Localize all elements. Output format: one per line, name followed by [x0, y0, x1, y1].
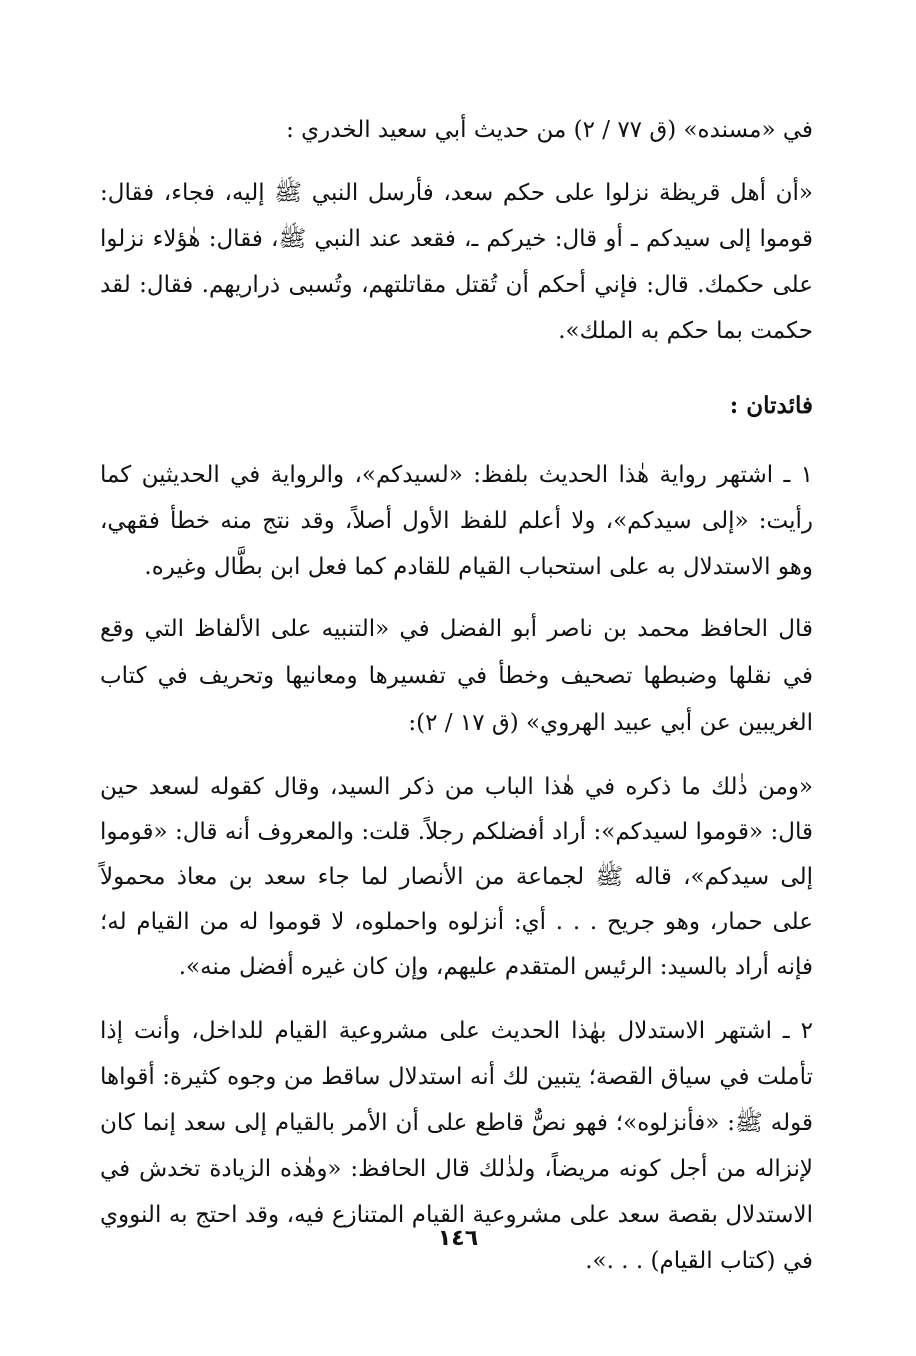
intro-line: في «مسنده» (ق ٧٧ / ٢) من حديث أبي سعيد الخدري : — [286, 117, 813, 143]
benefit-two: ٢ ـ اشتهر الاستدلال بهٰذا الحديث على مشروعية القيام للداخل، وأنت إذا تأملت في سياق القصة؛ يتبين لك أنه استدلال ساقط من وجوه كثيرة: أقواها قوله ﷺ: «فأنزلوه»؛ فهو نصٌّ قاطع على أن الأمر بالقيام إلى سعد إنما كان لإنزاله من أجل كونه مريضاً، ولذٰلك قال الحافظ: «وهٰذه الزيادة تخدش في الاستدلال بقصة سعد على مشروعية القيام المتنازع فيه، وقد احتج به النووي في (كتاب القيام) . . .». — [100, 1018, 813, 1274]
page-number: ١٤٦ — [437, 1226, 479, 1251]
hafiz-quote: «ومن ذٰلك ما ذكره في هٰذا الباب من ذكر السيد، وقال كقوله لسعد حين قال: «قوموا لسيدكم»: أراد أفضلكم رجلاً. قلت: والمعروف أنه قال: «قوموا إلى سيدكم»، قاله ﷺ لجماعة من الأنصار لما جاء سعد بن معاذ محمولاً على حمار، وهو جريح . . . أي: أنزلوه واحملوه، لا قوموا له من القيام له؛ فإنه أراد بالسيد: الرئيس المتقدم عليهم، وإن كان غيره أفضل منه». — [100, 774, 813, 980]
hadith-quote: «أن أهل قريظة نزلوا على حكم سعد، فأرسل النبي ﷺ إليه، فجاء، فقال: قوموا إلى سيدكم ـ أو قال: خيركم ـ، فقعد عند النبي ﷺ، فقال: هٰؤلاء نزلوا على حكمك. قال: فإني أحكم أن تُقتل مقاتلتهم، وتُسبى ذراريهم. فقال: لقد حكمت بما حكم به الملك». — [100, 180, 813, 344]
page-body — [100, 108, 813, 1284]
hafiz-citation: قال الحافظ محمد بن ناصر أبو الفضل في «التنبيه على الألفاظ التي وقع في نقلها وضبطها تصحيف وخطأ في تفسيرها ومعانيها وتحريف في كتاب الغريبين عن أبي عبيد الهروي» (ق ١٧ / ٢): — [100, 616, 813, 736]
benefit-one: ١ ـ اشتهر رواية هٰذا الحديث بلفظ: «لسيدكم»، والرواية في الحديثين كما رأيت: «إلى سيدكم»، ولا أعلم للفظ الأول أصلاً، وقد نتج منه خطأ فقهي، وهو الاستدلال به على استحباب القيام للقادم كما فعل ابن بطَّال وغيره. — [100, 462, 813, 580]
section-heading: فائدتان : — [729, 392, 813, 419]
